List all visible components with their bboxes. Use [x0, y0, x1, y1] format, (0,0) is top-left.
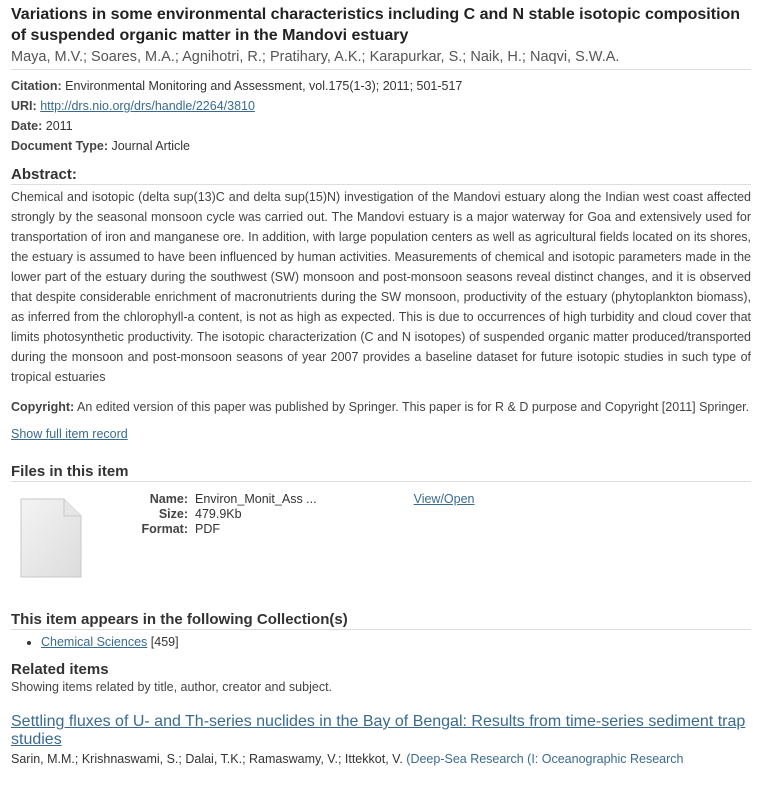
copyright-label: Copyright:	[11, 400, 75, 414]
file-entry	[11, 492, 751, 584]
collections-heading: This item appears in the following Collection(s)	[11, 611, 751, 630]
related-item-authors-row	[11, 750, 751, 768]
date-value: 2011	[45, 119, 73, 133]
collection-count: [459]	[150, 635, 179, 649]
related-item-title-link[interactable]: Settling fluxes of U- and Th-series nuclides in the Bay of Bengal: Results from time-series sediment trap studies	[11, 713, 746, 748]
date-label: Date:	[11, 119, 43, 133]
doctype-value: Journal Article	[111, 139, 190, 153]
file-size-value: 479.9Kb	[195, 507, 242, 521]
uri-label: URI:	[11, 99, 37, 113]
file-name-label: Name:	[149, 492, 188, 506]
copyright	[11, 397, 751, 417]
copyright-text: An edited version of this paper was published by Springer. This paper is for R & D purpose and Copyright [2011] Springer.	[76, 400, 750, 414]
show-full-record-link[interactable]: Show full item record	[11, 427, 128, 441]
document-file-icon[interactable]	[20, 498, 82, 578]
view-open-link[interactable]: View/Open	[413, 492, 475, 506]
related-item-title-row	[11, 713, 751, 749]
related-item-authors: Sarin, M.M.; Krishnaswami, S.; Dalai, T.K.; Ramaswamy, V.; Ittekkot, V.	[11, 752, 403, 766]
related-heading: Related items	[11, 661, 109, 678]
files-heading: Files in this item	[11, 463, 751, 482]
citation-value: Environmental Monitoring and Assessment, vol.175(1-3); 2011; 501-517	[65, 79, 463, 93]
file-size-label: Size:	[158, 507, 188, 521]
abstract-heading: Abstract:	[11, 166, 751, 185]
collection-link[interactable]: Chemical Sciences	[41, 635, 148, 649]
file-format-row	[132, 522, 317, 537]
citation-label: Citation:	[11, 79, 62, 93]
date-row	[11, 116, 751, 136]
item-authors: Maya, M.V.; Soares, M.A.; Agnihotri, R.; Pratihary, A.K.; Karapurkar, S.; Naik, H.; Naqvi, S.W.A.	[11, 47, 751, 70]
doctype-row	[11, 136, 751, 156]
file-name-row	[132, 492, 317, 507]
related-item	[11, 713, 751, 768]
doctype-label: Document Type:	[11, 139, 108, 153]
collection-item	[41, 635, 751, 649]
collections-list	[11, 635, 751, 649]
uri-row	[11, 96, 751, 116]
file-format-value: PDF	[195, 522, 220, 536]
item-title: Variations in some environmental characteristics including C and N stable isotopic composition of suspended organic matter in the Mandovi estuary	[11, 6, 741, 44]
file-name-value: Environ_Monit_Ass ...	[195, 492, 317, 506]
abstract-text: Chemical and isotopic (delta sup(13)C and delta sup(15)N) investigation of the Mandovi estuary along the Indian west coast affected strongly by the seasonal monsoon cycle was carried out. The Mandovi estuary is a major waterway for Goa and extensively used for transportation of iron and manganese ore. In addition, with large population centers as well as agricultural fields located on its shores, the estuary is assumed to have been influenced by human activities. Measurements of chemical and isotopic parameters made in the lower part of the estuary during the southwest (SW) monsoon and post-monsoon seasons reveal distinct changes, and it is observed that despite considerable enrichment of macronutrients during the SW monsoon, productivity of the estuary (phytoplankton biomass), as inferred from the chlorophyll-a content, is not as high as expected. This is due to occurrences of high turbidity and cloud cover that limits photosynthetic productivity. The isotopic characterization (C and N isotopes) of suspended organic matter produced/transported during the monsoon and post-monsoon seasons of year 2007 provides a baseline dataset for future isotopic studies in such type of tropical estuaries	[11, 190, 751, 384]
file-details	[132, 492, 317, 584]
file-format-label: Format:	[141, 522, 188, 536]
related-item-source: (Deep-Sea Research (I: Oceanographic Research	[406, 752, 684, 766]
uri-link[interactable]: http://drs.nio.org/drs/handle/2264/3810	[40, 99, 255, 113]
file-size-row	[132, 507, 317, 522]
file-view-cell	[414, 492, 475, 584]
related-subtitle: Showing items related by title, author, creator and subject.	[11, 680, 333, 694]
show-full-record-row	[11, 427, 751, 441]
item-metadata	[11, 76, 751, 156]
citation-row	[11, 76, 751, 96]
